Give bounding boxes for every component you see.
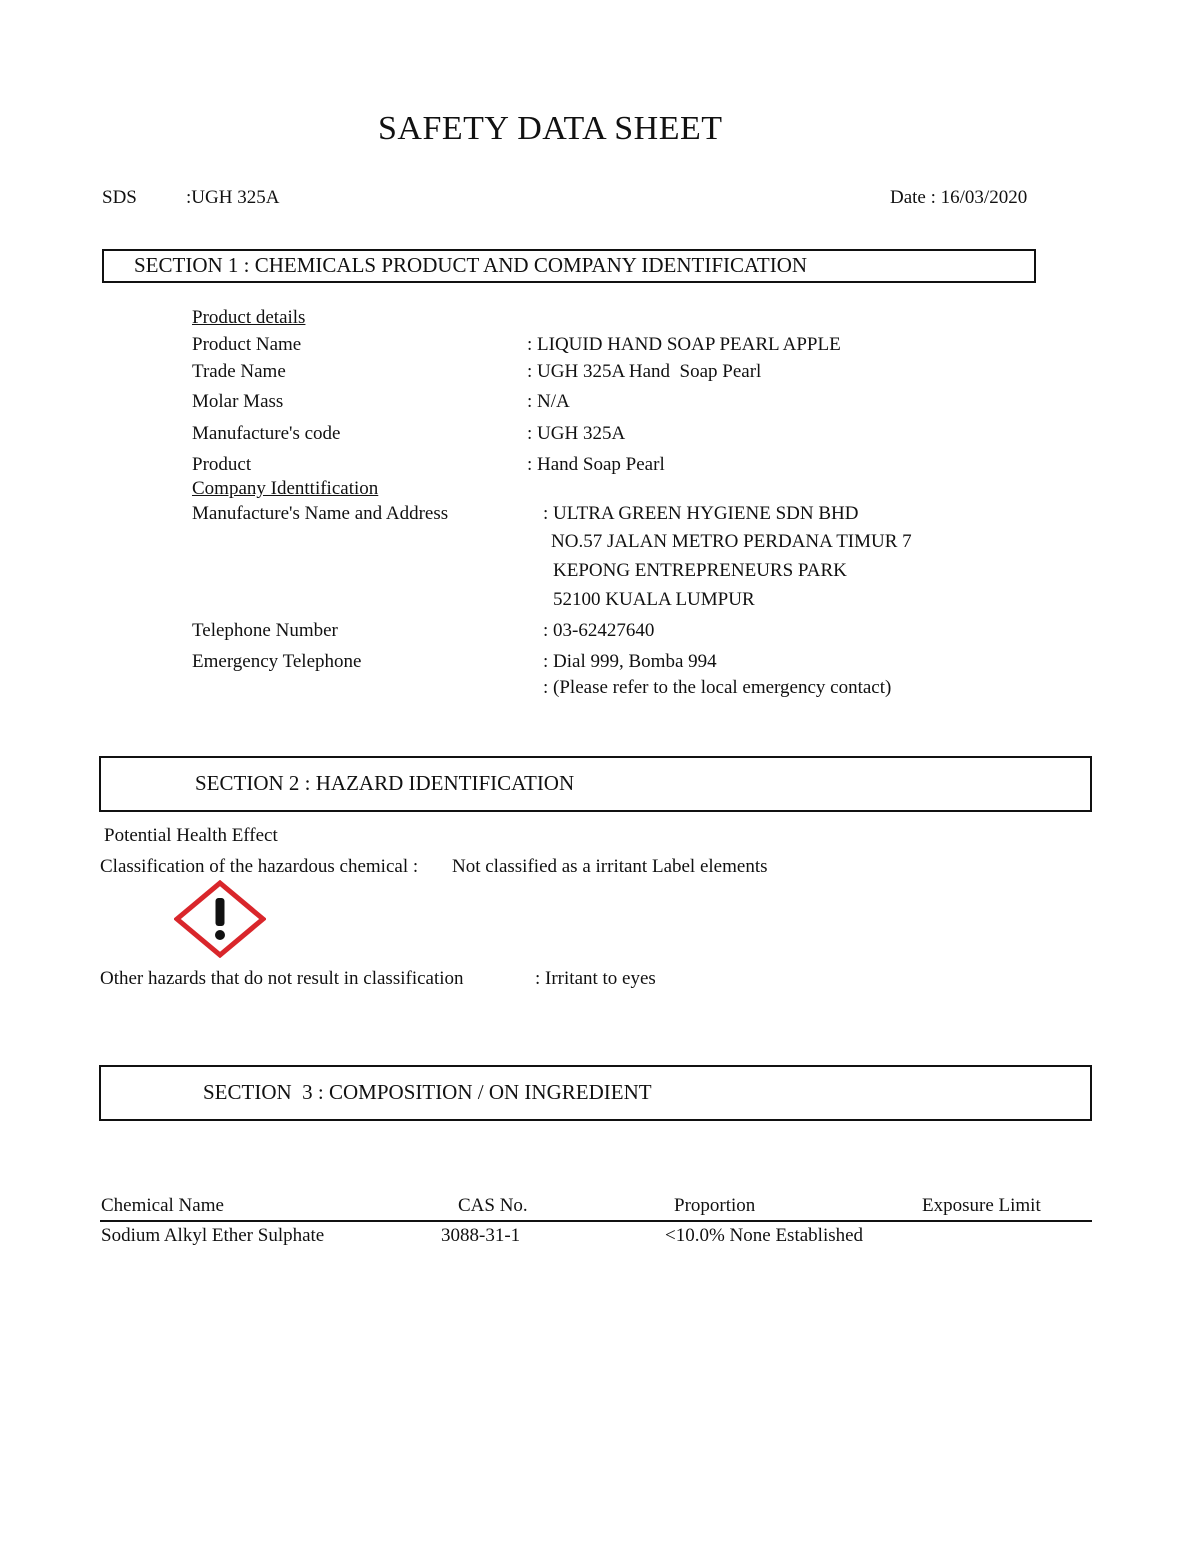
exclamation-mark-hazard-icon <box>174 880 266 958</box>
section2-heading: SECTION 2 : HAZARD IDENTIFICATION <box>195 771 575 795</box>
emergency-telephone-label: Emergency Telephone <box>192 651 362 672</box>
column-exposure-limit: Exposure Limit <box>922 1195 1041 1216</box>
trade-name-value: : UGH 325A Hand Soap Pearl <box>527 361 762 382</box>
section2-header-box <box>99 756 1092 812</box>
section3-header-box <box>99 1065 1092 1121</box>
other-hazards-value: : Irritant to eyes <box>535 968 656 989</box>
product-name-label: Product Name <box>192 334 302 355</box>
address-line-1: : ULTRA GREEN HYGIENE SDN BHD <box>543 503 859 524</box>
emergency-contact-note: : (Please refer to the local emergency contact) <box>543 677 892 698</box>
column-proportion: Proportion <box>674 1195 756 1216</box>
classification-label: Classification of the hazardous chemical : <box>100 856 419 877</box>
section1-heading: SECTION 1 : CHEMICALS PRODUCT AND COMPANY IDENTIFICATION <box>134 253 808 277</box>
address-line-4: 52100 KUALA LUMPUR <box>553 589 755 610</box>
document-title: SAFETY DATA SHEET <box>378 110 723 147</box>
telephone-label: Telephone Number <box>192 620 338 641</box>
sds-value: :UGH 325A <box>186 187 280 208</box>
other-hazards-label: Other hazards that do not result in classification <box>100 968 464 989</box>
molar-mass-value: : N/A <box>527 391 570 412</box>
product-value: : Hand Soap Pearl <box>527 454 665 475</box>
trade-name-label: Trade Name <box>192 361 286 382</box>
product-label: Product <box>192 454 252 475</box>
product-details-heading: Product details <box>192 307 306 328</box>
manufacturer-name-label: Manufacture's Name and Address <box>192 503 449 524</box>
manufacturer-code-label: Manufacture's code <box>192 423 341 444</box>
row-cas-no: 3088-31-1 <box>441 1225 521 1246</box>
document-date: Date : 16/03/2020 <box>890 187 1028 208</box>
address-line-3: KEPONG ENTREPRENEURS PARK <box>553 560 847 581</box>
manufacturer-code-value: : UGH 325A <box>527 423 626 444</box>
row-proportion: <10.0% None Established <box>665 1225 864 1246</box>
telephone-value: : 03-62427640 <box>543 620 655 641</box>
sds-label: SDS <box>102 187 137 208</box>
column-chemical-name: Chemical Name <box>101 1195 224 1216</box>
table-header-rule <box>100 1220 1092 1222</box>
emergency-telephone-value: : Dial 999, Bomba 994 <box>543 651 717 672</box>
product-name-value: : LIQUID HAND SOAP PEARL APPLE <box>527 334 841 355</box>
row-chemical-name: Sodium Alkyl Ether Sulphate <box>101 1225 325 1246</box>
column-cas-no: CAS No. <box>458 1195 528 1216</box>
address-line-2: NO.57 JALAN METRO PERDANA TIMUR 7 <box>551 531 912 552</box>
company-identification-heading: Company Identtification <box>192 478 379 499</box>
molar-mass-label: Molar Mass <box>192 391 284 412</box>
section3-heading: SECTION 3 : COMPOSITION / ON INGREDIENT <box>203 1080 652 1104</box>
classification-value: Not classified as a irritant Label elements <box>452 856 768 877</box>
potential-health-effect: Potential Health Effect <box>104 825 278 846</box>
section1-header-box <box>102 249 1036 283</box>
